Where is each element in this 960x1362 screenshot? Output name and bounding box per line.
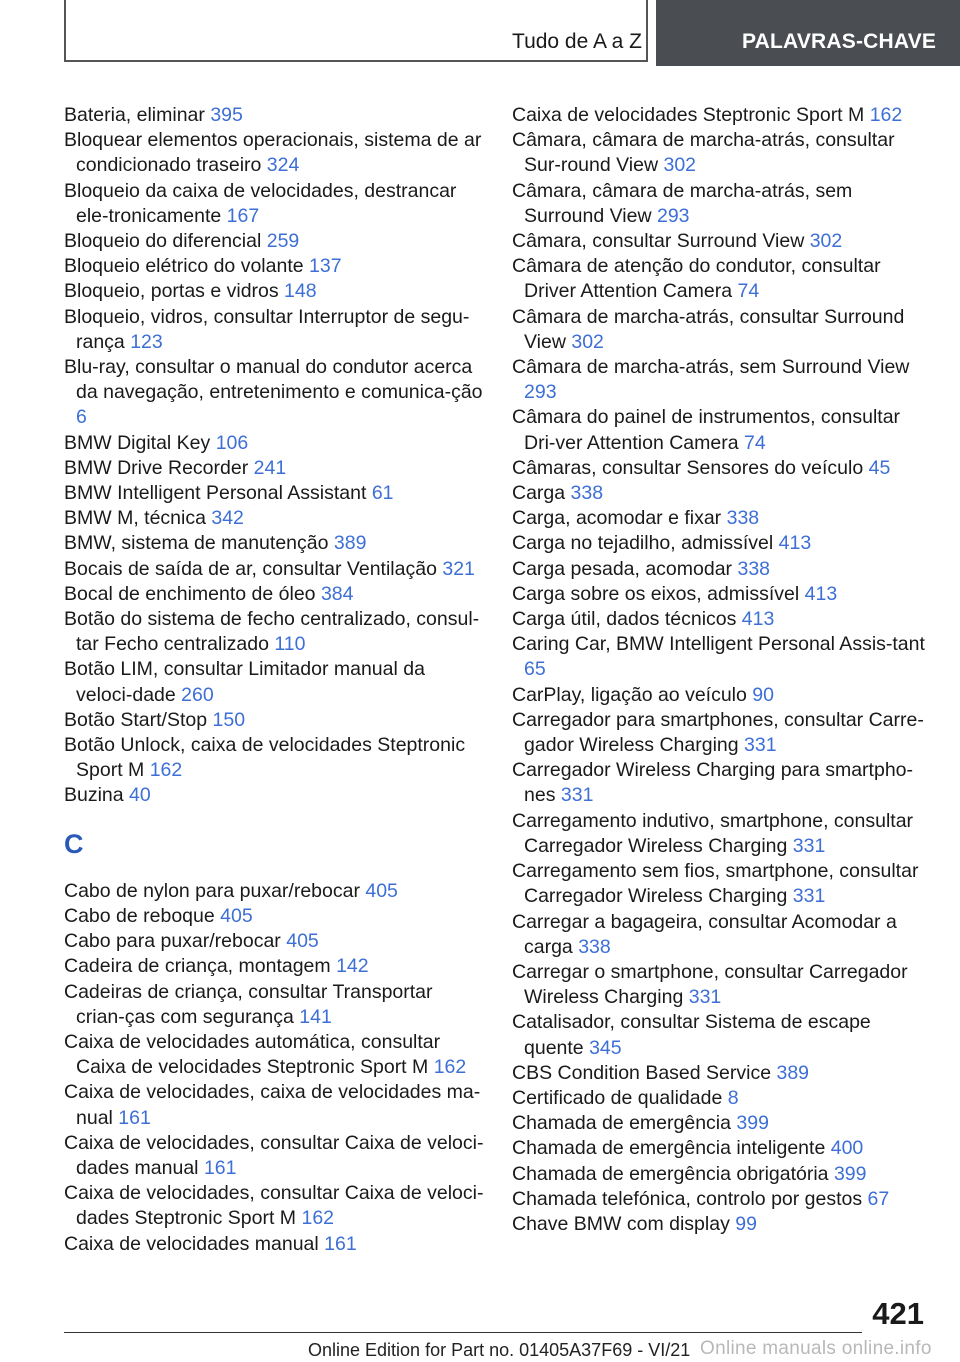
- index-entry: [512, 1162, 932, 1187]
- page-link[interactable]: 74: [737, 280, 760, 303]
- page-link[interactable]: 399: [736, 1112, 769, 1135]
- index-entry: [512, 1086, 932, 1111]
- page-link[interactable]: 302: [809, 230, 843, 253]
- chapter-title: PALAVRAS-CHAVE: [742, 30, 937, 53]
- index-entry-text: Carga, acomodar e fixar: [512, 507, 722, 530]
- index-entry-text: Botão do sistema de fecho centralizado, consul-tar Fecho centralizado: [64, 608, 480, 656]
- page-link[interactable]: 405: [365, 879, 398, 902]
- page-link[interactable]: 302: [571, 330, 604, 353]
- index-entry-text: Bocal de enchimento de óleo: [64, 582, 316, 605]
- page-link[interactable]: 161: [118, 1106, 151, 1129]
- page-link[interactable]: 389: [333, 532, 367, 555]
- page-link[interactable]: 241: [253, 456, 287, 479]
- page-link[interactable]: 345: [589, 1036, 622, 1059]
- index-entry-text: Caixa de velocidades, consultar Caixa de veloci-dades Steptronic Sport M: [64, 1182, 484, 1230]
- index-entry-text: Câmara de marcha-atrás, consultar Surround View: [512, 305, 905, 353]
- index-entry-text: Câmaras, consultar Sensores do veículo: [512, 456, 864, 479]
- chapter-tab: [656, 0, 960, 66]
- index-entry: [512, 254, 932, 304]
- page-link[interactable]: 74: [744, 431, 766, 454]
- index-entry: [512, 1061, 932, 1086]
- index-entry: [512, 960, 932, 1010]
- page-link[interactable]: 137: [309, 255, 342, 278]
- index-entry: [512, 557, 932, 582]
- index-entry-text: Câmara de atenção do condutor, consultar Driver Attention Camera: [512, 255, 881, 303]
- index-entry-text: Câmara do painel de instrumentos, consultar Dri-ver Attention Camera: [512, 406, 901, 454]
- index-entry-text: BMW Intelligent Personal Assistant: [64, 482, 367, 505]
- page-link[interactable]: 293: [524, 381, 557, 404]
- index-entry-text: BMW, sistema de manutenção: [64, 532, 329, 555]
- index-entry: [512, 632, 932, 682]
- footer-divider: [64, 1332, 862, 1333]
- index-entry: [512, 1111, 932, 1136]
- index-entry: [64, 954, 484, 979]
- page-link[interactable]: 161: [203, 1156, 237, 1179]
- letter-heading: C: [64, 828, 84, 859]
- index-entry: [512, 758, 932, 808]
- index-entry-text: Botão Unlock, caixa de velocidades Steptronic Sport M: [64, 734, 466, 782]
- index-entry-text: Carregador para smartphones, consultar Carre-gador Wireless Charging: [512, 708, 924, 757]
- page-link[interactable]: 67: [867, 1187, 890, 1210]
- page-link[interactable]: 405: [220, 904, 253, 927]
- page-link[interactable]: 65: [524, 658, 546, 681]
- index-entry: [64, 506, 484, 531]
- page-link[interactable]: 331: [744, 734, 777, 757]
- index-entry-text: BMW Drive Recorder: [64, 456, 249, 479]
- index-entry-text: Chamada de emergência inteligente: [512, 1137, 826, 1160]
- index-entry: [64, 1080, 484, 1130]
- page-link[interactable]: 123: [130, 330, 163, 353]
- page-link[interactable]: 338: [737, 557, 771, 580]
- page-link[interactable]: 293: [656, 204, 690, 227]
- page-link[interactable]: 413: [804, 582, 838, 605]
- index-entry-text: Bloqueio do diferencial: [64, 230, 262, 253]
- index-entry-text: Carga sobre os eixos, admissível: [512, 582, 800, 605]
- page-link[interactable]: 338: [570, 482, 604, 505]
- page-number: 421: [872, 1296, 924, 1331]
- page-link[interactable]: 106: [215, 431, 249, 454]
- index-entry: [64, 708, 484, 733]
- index-entry: [512, 305, 932, 355]
- index-entry-text: Carregar a bagageira, consultar Acomodar a carga: [512, 910, 897, 958]
- page-link[interactable]: 331: [792, 834, 826, 857]
- page-link[interactable]: 302: [663, 154, 697, 177]
- index-entry: [512, 456, 932, 481]
- index-entry: [512, 229, 932, 254]
- index-entry-text: Câmara, câmara de marcha-atrás, sem Surround View: [512, 179, 853, 227]
- page-link[interactable]: 395: [210, 104, 243, 126]
- page-link[interactable]: 167: [226, 204, 260, 227]
- index-entry: [64, 229, 484, 254]
- index-entry-text: Carga: [512, 482, 566, 505]
- index-entry: [512, 531, 932, 556]
- index-entry: [512, 708, 932, 758]
- index-entry: [512, 1136, 932, 1161]
- index-entry: [512, 859, 932, 909]
- index-entry-text: Câmara de marcha-atrás, sem Surround View: [512, 356, 910, 379]
- index-list-b: [64, 103, 484, 809]
- index-list-c-continued: [512, 103, 932, 1237]
- page-link[interactable]: 405: [286, 930, 319, 953]
- index-entry-text: Carga pesada, acomodar: [512, 557, 733, 580]
- index-entry: [64, 1030, 484, 1080]
- page-link[interactable]: 148: [284, 280, 317, 303]
- index-entry-text: BMW M, técnica: [64, 507, 206, 530]
- index-entry: [64, 733, 484, 783]
- index-entry: [64, 128, 484, 178]
- page-link[interactable]: 162: [869, 104, 903, 126]
- index-entry: [512, 128, 932, 178]
- index-entry: [64, 879, 484, 904]
- index-entry-text: Bloqueio elétrico do volante: [64, 255, 304, 278]
- index-entry: [64, 980, 484, 1030]
- page-link[interactable]: 259: [266, 230, 300, 253]
- index-column-left: [64, 103, 484, 1257]
- index-entry-text: Carregador Wireless Charging para smartpho-nes: [512, 759, 913, 807]
- index-entry-text: Cadeira de criança, montagem: [64, 955, 331, 978]
- page-link[interactable]: 162: [301, 1207, 335, 1230]
- footer-watermark: Online manuals online.info: [700, 1338, 932, 1359]
- index-entry: [64, 929, 484, 954]
- index-entry-text: Caixa de velocidades, caixa de velocidades ma-nual: [64, 1081, 481, 1129]
- index-entry: [64, 1131, 484, 1181]
- index-entry: [64, 557, 484, 582]
- index-entry: [64, 657, 484, 707]
- index-entry: [512, 809, 932, 859]
- page-link[interactable]: 338: [726, 507, 760, 530]
- index-entry: [64, 279, 484, 304]
- index-entry: [512, 405, 932, 455]
- index-list-c: [64, 879, 484, 1257]
- page-link[interactable]: 331: [792, 885, 826, 908]
- index-entry-text: BMW Digital Key: [64, 431, 211, 454]
- index-entry-text: Caixa de velocidades, consultar Caixa de veloci-dades manual: [64, 1131, 484, 1179]
- index-entry-text: Bloqueio, vidros, consultar Interruptor de segu-rança: [64, 305, 470, 353]
- page-link[interactable]: 162: [149, 759, 183, 782]
- index-entry: [64, 305, 484, 355]
- index-entry-text: Câmara, consultar Surround View: [512, 230, 805, 253]
- page-link[interactable]: 161: [324, 1232, 357, 1255]
- page-link[interactable]: 400: [830, 1137, 864, 1160]
- page-link[interactable]: 342: [211, 507, 244, 530]
- footer-edition: Online Edition for Part no. 01405A37F69 - VI/21: [308, 1340, 691, 1360]
- page-link[interactable]: 6: [76, 406, 87, 429]
- index-entry-text: Bloquear elementos operacionais, sistema de ar condicionado traseiro: [64, 129, 482, 177]
- index-entry: [512, 607, 932, 632]
- index-entry: [512, 1010, 932, 1060]
- index-entry: [512, 103, 932, 128]
- index-entry-text: Bloqueio, portas e vidros: [64, 280, 279, 303]
- index-entry: [512, 1187, 932, 1212]
- page-link[interactable]: 331: [560, 784, 594, 807]
- index-entry: [64, 783, 484, 808]
- index-entry-text: Buzina: [64, 784, 124, 807]
- index-entry-text: Carga útil, dados técnicos: [512, 608, 737, 631]
- index-entry-text: Botão LIM, consultar Limitador manual da veloci-dade: [64, 658, 425, 706]
- index-entry-text: Chave BMW com display: [512, 1212, 730, 1235]
- page-link[interactable]: 321: [442, 557, 475, 580]
- page-link[interactable]: 162: [433, 1056, 467, 1079]
- index-entry-text: Câmara, câmara de marcha-atrás, consultar Sur-round View: [512, 129, 895, 177]
- index-entry: [64, 179, 484, 229]
- index-entry: [512, 179, 932, 229]
- index-entry: [512, 481, 932, 506]
- index-entry-text: CarPlay, ligação ao veículo: [512, 683, 747, 706]
- page-link[interactable]: 90: [752, 683, 774, 706]
- page-link[interactable]: 45: [868, 456, 891, 479]
- page-link[interactable]: 260: [181, 683, 214, 706]
- index-entry-text: Caixa de velocidades Steptronic Sport M: [512, 104, 865, 126]
- page-link[interactable]: 61: [371, 482, 394, 505]
- page-link[interactable]: 331: [688, 986, 722, 1009]
- index-entry-text: Bloqueio da caixa de velocidades, destrancar ele-tronicamente: [64, 179, 457, 227]
- page-link[interactable]: 413: [778, 532, 812, 555]
- index-entry: [64, 431, 484, 456]
- index-entry-text: Cabo para puxar/rebocar: [64, 930, 281, 953]
- index-entry: [64, 1232, 484, 1257]
- page-link[interactable]: 141: [299, 1005, 332, 1028]
- index-entry-text: Botão Start/Stop: [64, 708, 208, 731]
- index-entry-text: Catalisador, consultar Sistema de escape quente: [512, 1011, 871, 1059]
- page-link[interactable]: 338: [578, 935, 611, 958]
- index-entry-text: Carregar o smartphone, consultar Carregador Wireless Charging: [512, 960, 908, 1009]
- index-entry: [512, 1212, 932, 1237]
- index-entry-text: Chamada de emergência: [512, 1112, 731, 1135]
- index-entry: [64, 355, 484, 431]
- page-link[interactable]: 40: [129, 784, 151, 807]
- index-entry: [64, 254, 484, 279]
- index-entry-text: Carga no tejadilho, admissível: [512, 532, 774, 555]
- index-entry-text: CBS Condition Based Service: [512, 1061, 772, 1084]
- index-entry-text: Bateria, eliminar: [64, 104, 205, 126]
- page-link[interactable]: 142: [336, 955, 369, 978]
- index-entry-text: Caixa de velocidades automática, consultar Caixa de velocidades Steptronic Sport M: [64, 1030, 441, 1079]
- index-entry-text: Blu-ray, consultar o manual do condutor acerca da navegação, entretenimento e comunica-ção: [64, 356, 483, 404]
- index-entry: [64, 1181, 484, 1231]
- index-entry-text: Carregamento indutivo, smartphone, consultar Carregador Wireless Charging: [512, 809, 914, 857]
- index-entry: [512, 683, 932, 708]
- index-entry: [64, 531, 484, 556]
- index-entry: [512, 910, 932, 960]
- index-entry: [64, 456, 484, 481]
- section-title: Tudo de A a Z: [512, 30, 642, 53]
- index-entry: [512, 506, 932, 531]
- page-link[interactable]: 324: [266, 154, 300, 177]
- index-entry: [64, 481, 484, 506]
- page-link[interactable]: 110: [274, 633, 306, 656]
- index-entry-text: Chamada de emergência obrigatória: [512, 1162, 829, 1185]
- index-entry: [512, 582, 932, 607]
- index-entry-text: Carregamento sem fios, smartphone, consultar Carregador Wireless Charging: [512, 860, 919, 908]
- index-entry-text: Cabo de reboque: [64, 904, 215, 927]
- page-link[interactable]: 399: [833, 1162, 867, 1185]
- index-entry: [64, 582, 484, 607]
- page-header: [0, 0, 960, 66]
- index-entry: [64, 904, 484, 929]
- index-entry: [512, 355, 932, 405]
- page-link[interactable]: 413: [741, 608, 775, 631]
- page-link[interactable]: 8: [727, 1086, 739, 1109]
- page-link[interactable]: 99: [735, 1212, 757, 1235]
- index-entry-text: Cadeiras de criança, consultar Transportar crian-ças com segurança: [64, 980, 433, 1028]
- index-entry-text: Cabo de nylon para puxar/rebocar: [64, 879, 360, 902]
- index-entry-text: Caring Car, BMW Intelligent Personal Assis-tant: [512, 633, 925, 656]
- index-entry: [64, 607, 484, 657]
- page-link[interactable]: 384: [320, 582, 354, 605]
- index-entry-text: Caixa de velocidades manual: [64, 1232, 319, 1255]
- index-entry: [64, 103, 484, 128]
- index-entry-text: Bocais de saída de ar, consultar Ventilação: [64, 557, 437, 580]
- page-link[interactable]: 389: [776, 1061, 810, 1084]
- index-column-right: [512, 103, 932, 1237]
- index-entry-text: Certificado de qualidade: [512, 1086, 723, 1109]
- page-link[interactable]: 150: [212, 708, 246, 731]
- index-entry-text: Chamada telefónica, controlo por gestos: [512, 1187, 863, 1210]
